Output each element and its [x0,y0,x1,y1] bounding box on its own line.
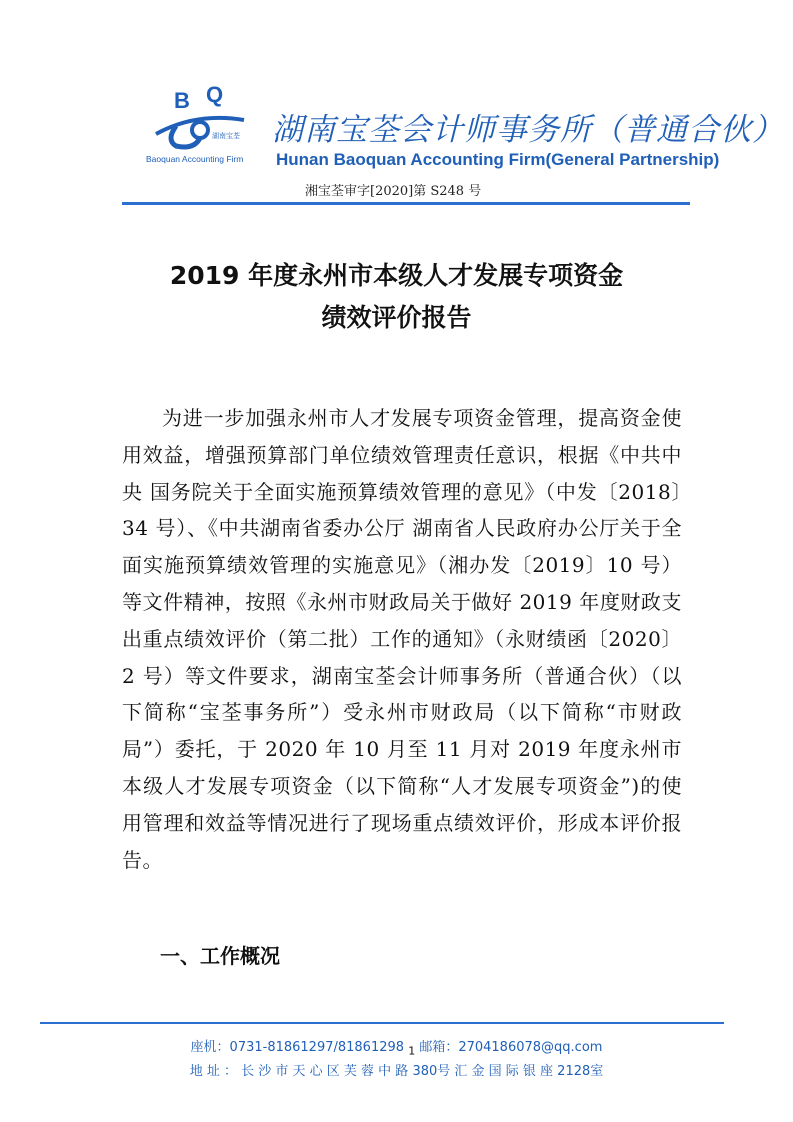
logo-small-cn: 湖南宝荃 [212,132,240,140]
report-title-line1: 2019 年度永州市本级人才发展专项资金 [169,261,624,290]
section-heading: 一、工作概况 [160,944,280,968]
intro-paragraph-text: 为进一步加强永州市人才发展专项资金管理，提高资金使用效益，增强预算部门单位绩效管理责任意识，根据《中共中央 国务院关于全面实施预算绩效管理的意见》（中发〔2018〕34 号）、《中共湖南省委办公厅 湖南省人民政府办公厅关于全面实施预算绩效管理的实施意见》（湘办发〔2019〕10 号）等文件精神，按照《永州市财政局关于做好 2019 年度财政支出重点绩效评价（第二批）工作的通知》（永财绩函〔2020〕2 号）等文件要求，湖南宝荃会计师事务所（普通合伙）（以下简称“宝荃事务所”）受永州市财政局（以下简称“市财政局”）委托，于 2020 年 10 月至 11 月对 2019 年度永州市本级人才发展专项资金（以下简称“人才发展专项资金”)的使用管理和效益等情况进行了现场重点绩效评价，形成本评价报告。 [122,406,682,872]
firm-name-en: Hunan Baoquan Accounting Firm(General Partnership) [276,150,720,169]
report-title-line2: 绩效评价报告 [321,303,472,332]
firm-logo [146,78,246,166]
logo-caption: Baoquan Accounting Firm [146,154,244,164]
document-number: 湘宝荃审字[2020]第 S248 号 [305,184,482,199]
logo-letter-q: Q [206,82,224,107]
footer-email: 邮箱：2704186078@qq.com [419,1040,603,1055]
footer-contact-line [0,1036,793,1058]
footer-phone: 座机：0731-81861297/81861298 [190,1040,405,1055]
footer-address: 地 址 ： 长 沙 市 天 心 区 芙 蓉 中 路 380号 汇 金 国 际 银 座 2128室 [189,1064,604,1079]
intro-paragraph [122,400,682,878]
firm-name-cn: 湖南宝荃会计师事务所（普通合伙） [272,112,784,148]
header-divider [122,202,690,205]
footer-divider [40,1022,724,1024]
page-number: 1 [408,1044,416,1058]
logo-letter-b: B [174,88,190,113]
letterhead [122,58,784,176]
